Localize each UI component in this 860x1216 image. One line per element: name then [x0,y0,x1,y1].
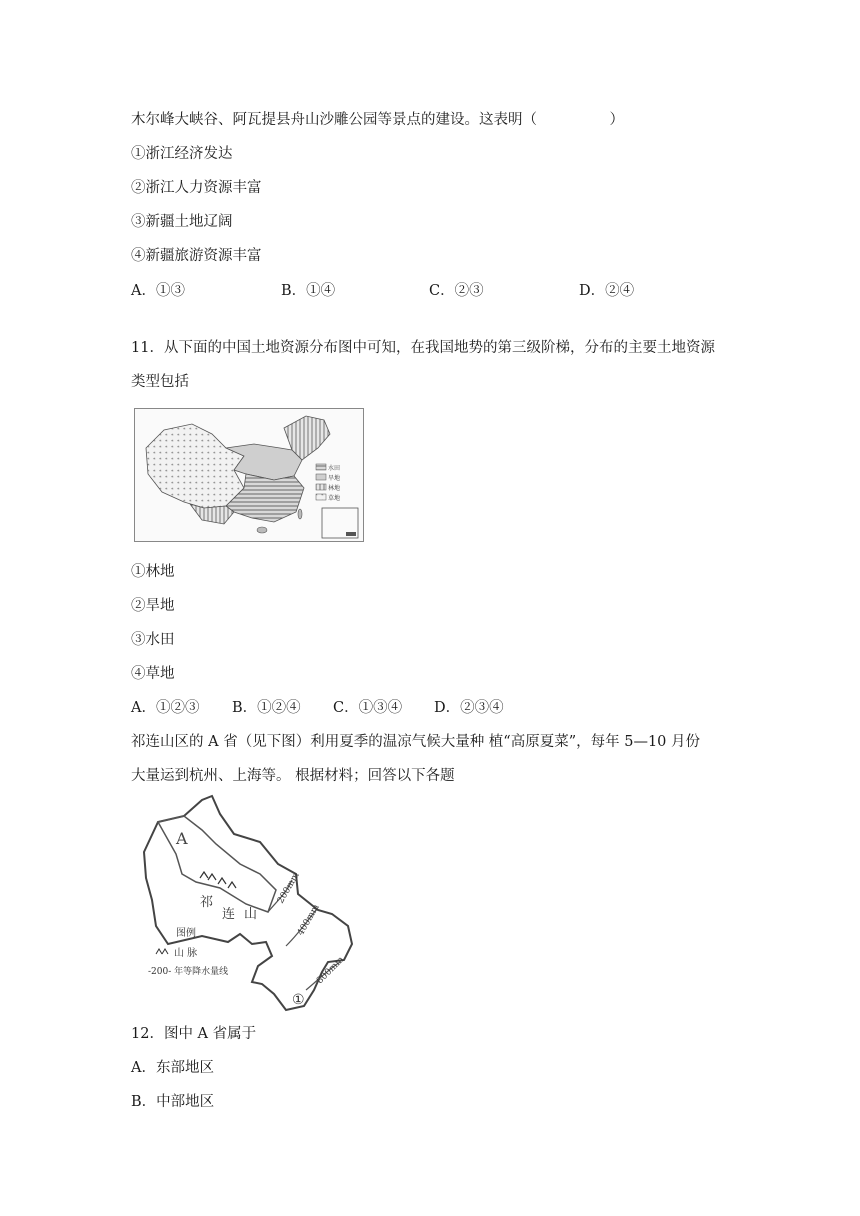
legend-title: 图例 [176,928,196,939]
material-line1: 祁连山区的 A 省（见下图）利用夏季的温凉气候大量种 植“高原夏菜”，每年 5—10 月份 [131,734,701,750]
q11-item-2: ②旱地 [131,598,175,614]
q10-option-b[interactable]: B．①④ [281,283,336,299]
taiwan-island [298,509,302,519]
hainan-island [257,527,267,533]
q11-stem-line2: 类型包括 [131,374,189,390]
legend-mountain: 山 脉 [174,948,198,959]
q11-option-d[interactable]: D．②③④ [434,700,504,716]
legend-dryland: 旱地 [328,475,341,482]
q11-item-1: ①林地 [131,564,175,580]
q11-stem-line1: 11．从下面的中国土地资源分布图中可知，在我国地势的第三级阶梯，分布的主要土地资源 [131,340,715,356]
qilian-mountain-label-3: 山 [244,907,258,922]
q10-item-3: ③新疆土地辽阔 [131,214,233,230]
province-a-label: A [176,829,188,848]
qilian-mountain-label-2: 连 [222,907,236,922]
q10-item-2: ②浙江人力资源丰富 [131,180,262,196]
q10-item-1: ①浙江经济发达 [131,146,233,162]
qilian-mountain-label-1: 祁 [200,895,214,910]
legend-paddy: 水田 [328,465,341,472]
q10-option-d[interactable]: D．②④ [579,283,635,299]
q12-option-a[interactable]: A．东部地区 [131,1060,214,1076]
legend-forest: 林地 [328,485,341,492]
q11-option-c[interactable]: C．①③④ [333,700,403,716]
legend-grassland: 草地 [328,495,341,502]
q12-stem: 12．图中 A 省属于 [131,1026,257,1042]
q12-option-b[interactable]: B．中部地区 [131,1094,215,1110]
isoline-400-label: 400mm [295,902,322,938]
province-a-map [136,794,366,1016]
mountain-symbols [200,872,236,888]
circle-mark-1: ① [292,992,305,1008]
q11-option-a[interactable]: A．①②③ [131,700,200,716]
legend-isoline: -200- 年等降水量线 [148,967,229,977]
q10-item-4: ④新疆旅游资源丰富 [131,248,262,264]
q11-option-b[interactable]: B．①②④ [232,700,301,716]
material-line2: 大量运到杭州、上海等。 根据材料；回答以下各题 [131,768,455,784]
q11-item-3: ③水田 [131,632,175,648]
china-land-resources-map [134,408,364,542]
isoline-200-label: 200mm [275,870,302,906]
q10-option-c[interactable]: C．②③ [429,283,484,299]
q10-stem: 木尔峰大峡谷、阿瓦提县舟山沙雕公园等景点的建设。这表明（ ） [131,112,624,128]
q11-item-4: ④草地 [131,666,175,682]
inset-scale [346,532,356,536]
q10-option-a[interactable]: A．①③ [131,283,185,299]
isoline-800-label: 800mm [315,954,347,987]
